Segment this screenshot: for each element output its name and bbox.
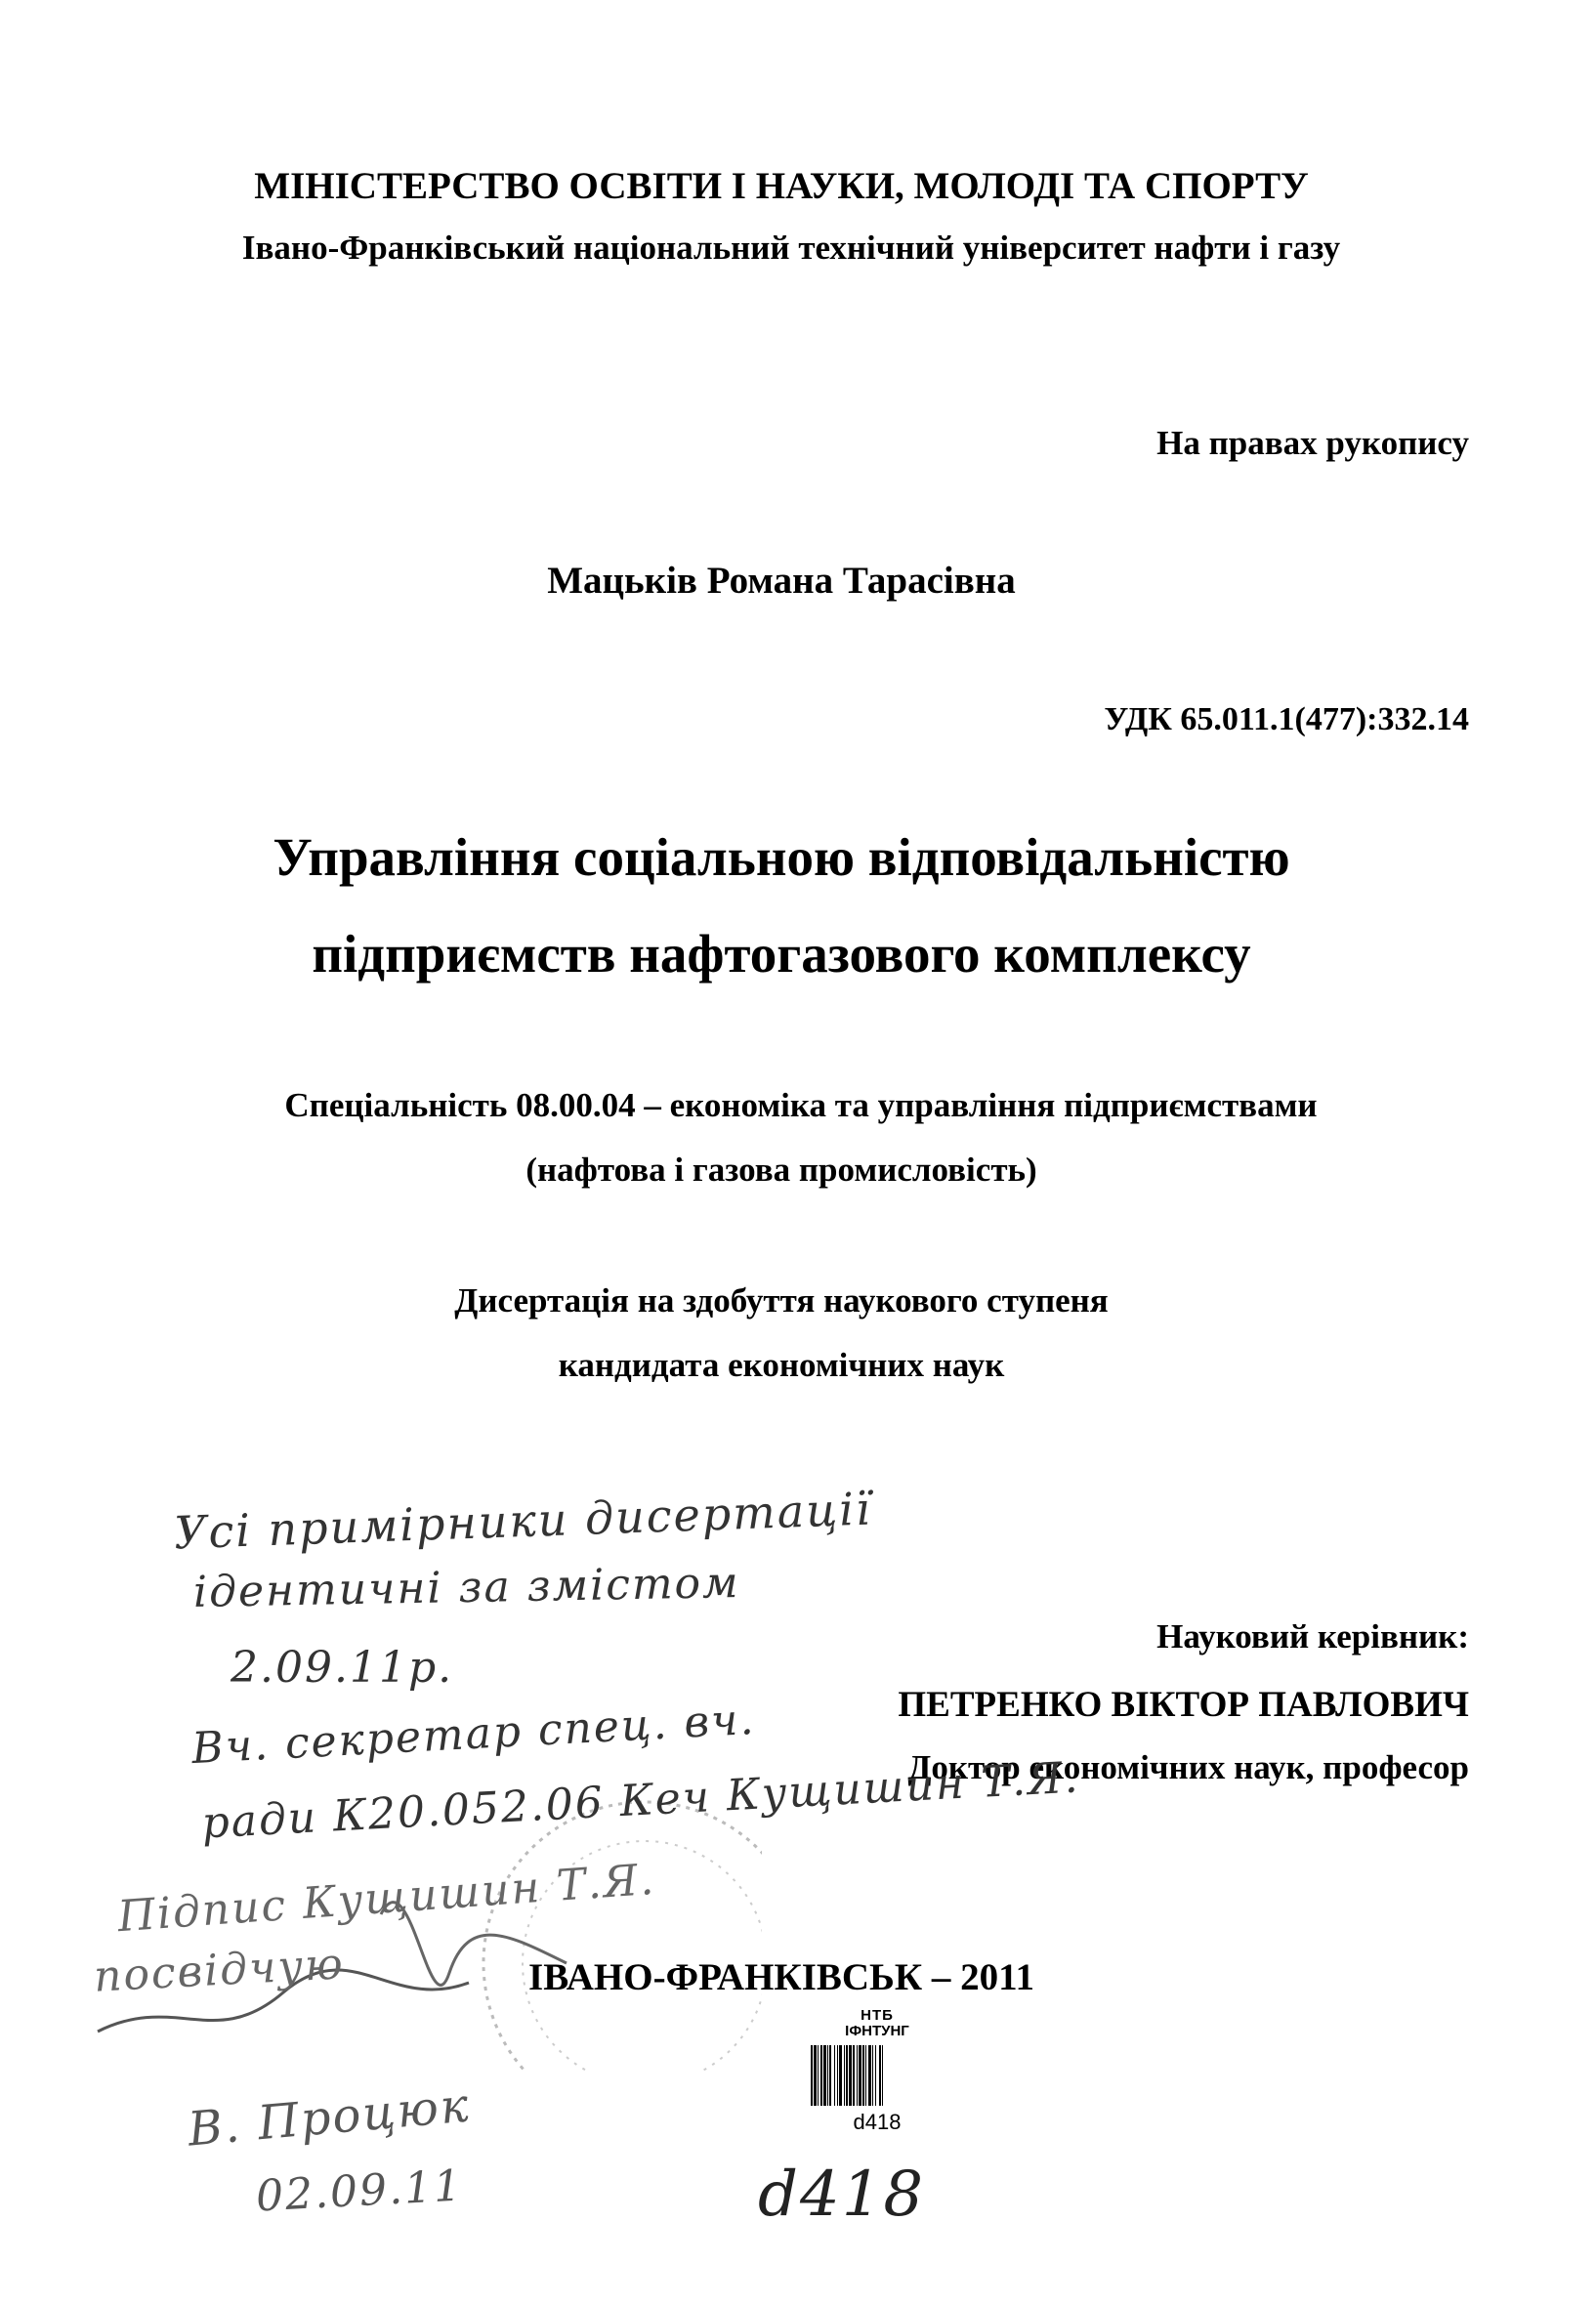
handwritten-inventory-number: d418 <box>758 2158 926 2231</box>
specialty-line-1: Спеціальність 08.00.04 – економіка та управління підприємствами <box>284 1086 1318 1124</box>
library-name: НТБ <box>861 2007 894 2024</box>
barcode-bar <box>849 2045 852 2106</box>
author-name: Мацьків Романа Тарасівна <box>547 560 1016 602</box>
city-year: ІВАНО-ФРАНКІВСЬК – 2011 <box>528 1956 1034 1998</box>
supervisor-name: ПЕТРЕНКО ВІКТОР ПАВЛОВИЧ <box>898 1685 1469 1725</box>
library-code: d418 <box>853 2110 902 2134</box>
thesis-title-line-1: Управління соціальною відповідальністю <box>273 827 1290 887</box>
barcode-bar <box>859 2045 861 2106</box>
dissertation-line-1: Дисертація на здобуття наукового ступеня <box>454 1281 1109 1320</box>
barcode-bar <box>814 2045 817 2106</box>
dissertation-line-2: кандидата економічних наук <box>558 1346 1005 1384</box>
ministry-heading: МІНІСТЕРСТВО ОСВІТИ І НАУКИ, МОЛОДІ ТА СПОРТУ <box>254 165 1309 207</box>
udc-code: УДК 65.011.1(477):332.14 <box>1104 701 1469 737</box>
barcode-bar <box>829 2045 831 2106</box>
handwritten-note-7: посвідчую <box>92 1939 346 2002</box>
barcode-bar <box>868 2045 871 2106</box>
handwritten-note-6: Підпис Кущишин Т.Я. <box>115 1854 657 1943</box>
barcode-bar <box>834 2045 835 2106</box>
barcode-bar <box>827 2045 828 2106</box>
barcode-bar <box>879 2045 881 2106</box>
handwritten-note-9: 02.09.11 <box>254 2160 465 2222</box>
barcode-bar <box>846 2045 848 2106</box>
barcode-bar <box>844 2045 845 2106</box>
barcode-bar <box>865 2045 866 2106</box>
handwritten-note-2: ідентичні за змістом <box>192 1558 740 1617</box>
handwritten-note-5: ради К20.052.06 Кеч Кущишин Т.Я. <box>200 1752 1081 1849</box>
barcode-bar <box>839 2045 842 2106</box>
seal-outer-ring <box>483 1802 762 2071</box>
barcode-bar <box>862 2045 864 2106</box>
specialty-line-2: (нафтова і газова промисловість) <box>525 1151 1037 1189</box>
handwritten-note-8: В. Процюк <box>186 2077 473 2158</box>
barcode-bar <box>818 2045 819 2106</box>
library-stamp <box>803 2008 951 2155</box>
barcode-bar <box>820 2045 822 2106</box>
barcode-bar <box>853 2045 855 2106</box>
thesis-title-line-2: підприємств нафтогазового комплексу <box>312 924 1251 984</box>
barcode-bar <box>811 2045 813 2106</box>
barcode-bar <box>837 2045 838 2106</box>
handwritten-note-3: 2.09.11р. <box>231 1643 454 1693</box>
handwritten-note-1: Усі примірники дисертації <box>173 1482 873 1560</box>
supervisor-degree: Доктор економічних наук, професор <box>907 1748 1469 1786</box>
barcode-bar <box>875 2045 876 2106</box>
barcode-bar <box>857 2045 858 2106</box>
barcode-icon <box>809 2045 945 2106</box>
barcode-bar <box>882 2045 883 2106</box>
supervisor-label: Науковий керівник: <box>1156 1617 1469 1655</box>
university-heading: Івано-Франківський національний технічний університет нафти і газу <box>241 229 1341 267</box>
library-org: ІФНТУНГ <box>845 2023 909 2039</box>
manuscript-note: На правах рукопису <box>1156 424 1469 462</box>
barcode-bar <box>872 2045 873 2106</box>
barcode-bar <box>823 2045 826 2106</box>
handwritten-note-4: Вч. секретар спец. вч. <box>190 1694 757 1775</box>
